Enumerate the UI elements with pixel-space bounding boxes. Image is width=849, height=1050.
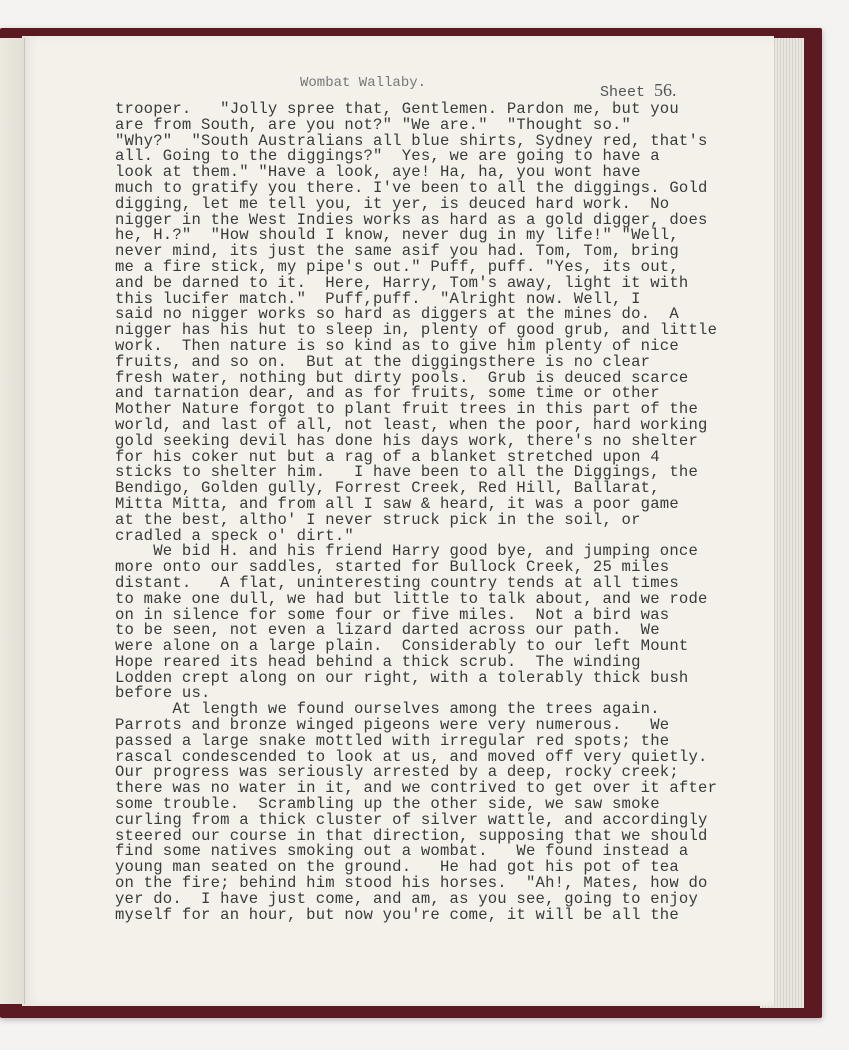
text-line: sticks to shelter him. I have been to all the Diggings, the <box>115 463 699 482</box>
text-line: digging, let me tell you, it yer, is deuced hard work. No <box>115 194 670 213</box>
text-line: Hope reared its head behind a thick scrub. The winding <box>115 652 641 671</box>
text-line: yer do. I have just come, and am, as you see, going to enjoy <box>115 889 699 908</box>
text-line: some trouble. Scrambling up the other side, we saw smoke <box>115 795 660 814</box>
left-page-edge <box>0 38 25 1004</box>
text-line: rascal condescended to look at us, and moved off very quietly. <box>115 747 708 766</box>
text-line: are from South, are you not?" "We are." "Thought so." <box>115 115 632 134</box>
text-line: Bendigo, Golden gully, Forrest Creek, Red Hill, Ballarat, <box>115 479 660 498</box>
text-line: Lodden crept along on our right, with a tolerably thick bush <box>115 668 689 687</box>
text-line: fruits, and so on. But at the diggingsthere is no clear <box>115 352 651 371</box>
text-line: Our progress was seriously arrested by a deep, rocky creek; <box>115 763 679 782</box>
text-line: world, and last of all, not least, when the poor, hard working <box>115 415 708 434</box>
text-line: me a fire stick, my pipe's out." Puff, puff. "Yes, its out, <box>115 257 679 276</box>
text-line: before us. <box>115 684 211 703</box>
text-line: and tarnation dear, and as for fruits, some time or other <box>115 384 660 403</box>
text-line: were alone on a large plain. Considerably to our left Mount <box>115 637 689 656</box>
text-line: to make one dull, we had but little to talk about, and we rode <box>115 589 708 608</box>
page-header-title: Wombat Wallaby. <box>300 75 427 91</box>
text-line: at the best, altho' I never struck pick in the soil, or <box>115 510 641 529</box>
text-line: passed a large snake mottled with irregular red spots; the <box>115 731 670 750</box>
text-line: steered our course in that direction, supposing that we should <box>115 826 708 845</box>
text-line: We bid H. and his friend Harry good bye, and jumping once <box>115 542 699 561</box>
text-line: fresh water, nothing but dirty pools. Grub is deuced scarce <box>115 368 689 387</box>
text-line: all. Going to the diggings?" Yes, we are going to have a <box>115 147 660 166</box>
text-line: nigger has his hut to sleep in, plenty of good grub, and little <box>115 321 718 340</box>
text-line: and be darned to it. Here, Harry, Tom's away, light it with <box>115 273 689 292</box>
text-line: trooper. "Jolly spree that, Gentlemen. Pardon me, but you <box>115 100 679 118</box>
text-line: on the fire; behind him stood his horses. "Ah!, Mates, how do <box>115 874 708 893</box>
text-line: he, H.?" "How should I know, never dug in my life!" "Well, <box>115 226 679 245</box>
text-line: this lucifer match." Puff,puff. "Alright now. Well, I <box>115 289 641 308</box>
text-line: much to gratify you there. I've been to all the diggings. Gold <box>115 178 708 197</box>
text-line: find some natives smoking out a wombat. We found instead a <box>115 842 689 861</box>
text-line: Parrots and bronze winged pigeons were very numerous. We <box>115 716 670 735</box>
text-line: curling from a thick cluster of silver wattle, and accordingly <box>115 810 708 829</box>
text-line: more onto our saddles, started for Bullock Creek, 25 miles <box>115 558 670 577</box>
text-line: distant. A flat, uninteresting country tends at all times <box>115 573 679 592</box>
text-line: myself for an hour, but now you're come, it will be all the <box>115 905 679 924</box>
text-line: nigger in the West Indies works as hard as a gold digger, does <box>115 210 708 229</box>
sheet-label-group <box>600 80 677 101</box>
sheet-label: Sheet <box>600 84 646 101</box>
text-line: gold seeking devil has done his days work, there's no shelter <box>115 431 699 450</box>
text-line: said no nigger works so hard as diggers at the mines do. A <box>115 305 679 324</box>
text-line: At length we found ourselves among the trees again. <box>115 700 660 719</box>
text-line: look at them." "Have a look, aye! Ha, ha, you wont have <box>115 163 641 182</box>
text-line: Mother Nature forgot to plant fruit trees in this part of the <box>115 400 699 419</box>
sheet-number: 56. <box>654 80 677 100</box>
text-line: for his coker nut but a rag of a blanket stretched upon 4 <box>115 447 660 466</box>
text-line: Mitta Mitta, and from all I saw & heard, it was a poor game <box>115 494 679 513</box>
text-line: work. Then nature is so kind as to give him plenty of nice <box>115 336 679 355</box>
text-line: never mind, its just the same asif you had. Tom, Tom, bring <box>115 242 679 261</box>
text-line: cradled a speck o' dirt." <box>115 526 354 545</box>
text-line: on in silence for some four or five miles. Not a bird was <box>115 605 670 624</box>
typed-body-text <box>115 102 735 923</box>
text-line: young man seated on the ground. He had got his pot of tea <box>115 858 679 877</box>
text-line: "Why?" "South Australians all blue shirts, Sydney red, that's <box>115 131 708 150</box>
text-line: there was no water in it, and we contrived to get over it after <box>115 779 718 798</box>
text-line: to be seen, not even a lizard darted across our path. We <box>115 621 660 640</box>
